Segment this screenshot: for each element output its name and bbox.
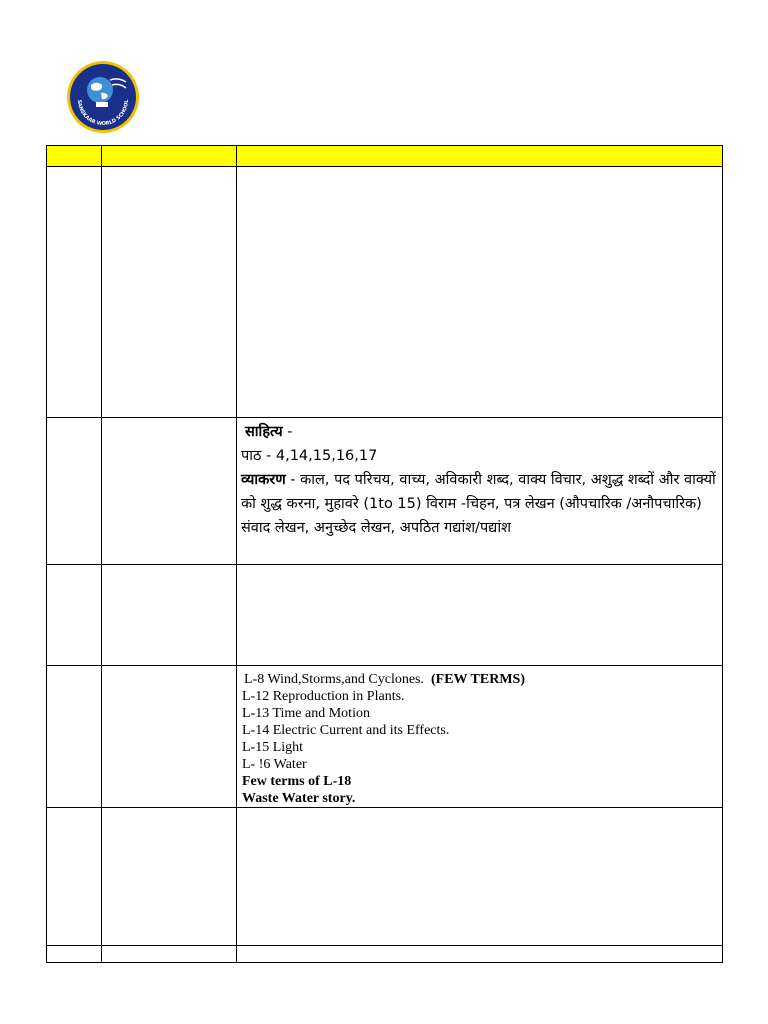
table-cell <box>237 946 723 963</box>
sahitya-label: साहित्य <box>245 424 283 440</box>
table-row-hindi <box>47 418 723 565</box>
sahitya-dash: - <box>282 424 293 440</box>
header-cell <box>102 146 237 167</box>
table-header-row <box>47 146 723 167</box>
table-cell <box>237 565 723 666</box>
hindi-syllabus-cell <box>237 418 723 565</box>
science-line-4: L-14 Electric Current and its Effects. <box>242 723 450 738</box>
science-line-2: L-12 Reproduction in Plants. <box>242 689 405 704</box>
table-cell <box>102 418 237 565</box>
science-line-3: L-13 Time and Motion <box>242 706 370 721</box>
table-cell <box>47 565 102 666</box>
table-row <box>47 946 723 963</box>
table-cell <box>47 167 102 418</box>
vyakaran-text: - काल, पद परिचय, वाच्य, अविकारी शब्द, वाक्य विचार, अशुद्ध शब्दों और वाक्यों को शुद्ध करना, मुहावरे (1to 15) विराम -चिहन, पत्र लेखन (औपचारिक /अनौपचारिक) संवाद लेखन, अनुच्छेद लेखन, अपठित गद्यांश/पद्यांश <box>241 472 716 536</box>
logo-text: SANSKAAR WORLD SCHOOL <box>75 99 131 128</box>
table-row <box>47 565 723 666</box>
science-line-1-bold: (FEW TERMS) <box>431 672 525 687</box>
table-row <box>47 167 723 418</box>
table-cell <box>237 167 723 418</box>
science-syllabus-cell <box>237 666 723 808</box>
table-cell <box>102 666 237 808</box>
science-line-6: L- !6 Water <box>242 757 307 772</box>
table-row-science <box>47 666 723 808</box>
science-line-8: Waste Water story. <box>242 791 356 806</box>
table-cell <box>47 666 102 808</box>
table-cell <box>47 808 102 946</box>
table-cell <box>102 808 237 946</box>
table-cell <box>237 808 723 946</box>
path-line: पाठ - 4,14,15,16,17 <box>241 448 378 464</box>
header-cell <box>237 146 723 167</box>
school-logo <box>66 60 140 134</box>
science-line-5: L-15 Light <box>242 740 304 755</box>
table-cell <box>47 418 102 565</box>
vyakaran-label: व्याकरण <box>241 472 286 488</box>
science-line-1: L-8 Wind,Storms,and Cyclones. <box>244 672 424 687</box>
globe-logo-icon <box>66 60 140 134</box>
table-cell <box>102 565 237 666</box>
table-row <box>47 808 723 946</box>
syllabus-table <box>46 145 723 963</box>
table-cell <box>47 946 102 963</box>
table-cell <box>102 167 237 418</box>
header-cell <box>47 146 102 167</box>
table-cell <box>102 946 237 963</box>
science-line-7: Few terms of L-18 <box>242 774 352 789</box>
